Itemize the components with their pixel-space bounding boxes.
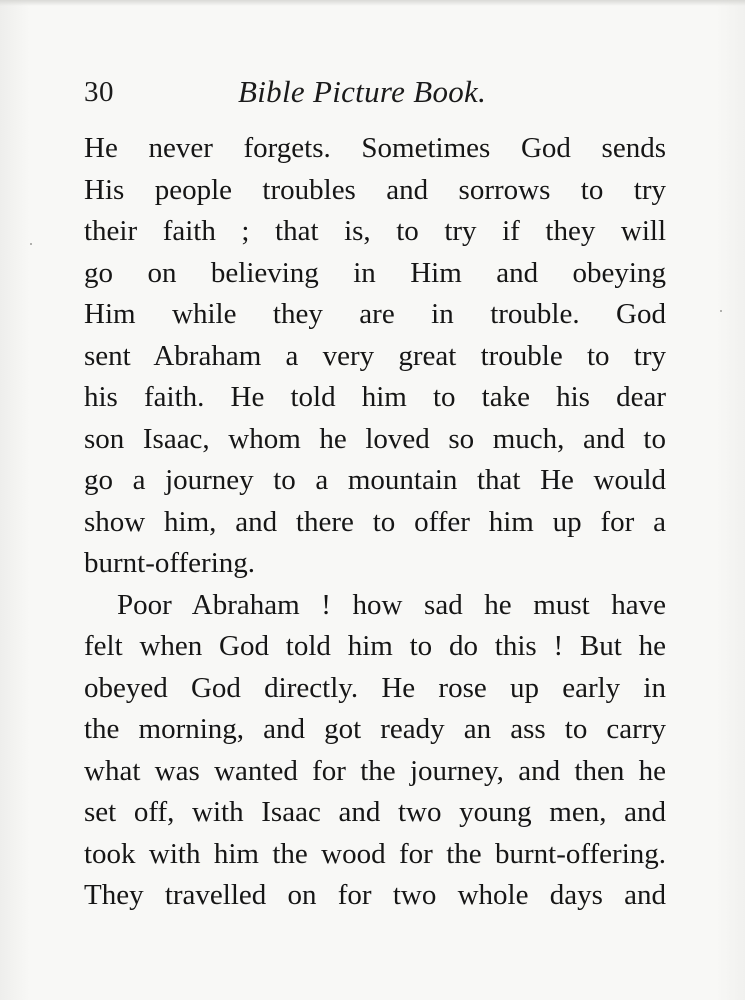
text-line: show him, and there to offer him up for a (84, 505, 666, 538)
text-line: They travelled on for two whole days and (84, 879, 666, 911)
text-line: felt when God told him to do this ! But he (84, 630, 666, 662)
page-number: 30 (84, 76, 114, 108)
text-line: His people troubles and sorrows to try (84, 173, 666, 206)
text-line: Poor Abraham ! how sad he must have (117, 588, 666, 621)
page-header (84, 72, 666, 116)
text-line: set off, with Isaac and two young men, and (84, 796, 666, 828)
text-line: Him while they are in trouble. God (84, 298, 666, 330)
page-top-edge (0, 0, 745, 6)
text-line: son Isaac, whom he loved so much, and to (84, 422, 666, 455)
text-line: go on believing in Him and obeying (84, 256, 666, 289)
running-title: Bible Picture Book. (238, 74, 487, 109)
text-line: their faith ; that is, to try if they will (84, 215, 666, 247)
text-line: go a journey to a mountain that He would (84, 464, 666, 496)
paper-speck (720, 310, 722, 312)
text-line: obeyed God directly. He rose up early in (84, 671, 666, 704)
text-line: his faith. He told him to take his dear (84, 381, 666, 413)
paragraph-1 (84, 128, 666, 585)
body-text (84, 128, 666, 917)
text-line: sent Abraham a very great trouble to try (84, 339, 666, 372)
paragraph-2 (84, 585, 666, 917)
text-line: took with him the wood for the burnt-offering. (84, 837, 666, 870)
text-line: the morning, and got ready an ass to carry (84, 713, 666, 745)
text-line: He never forgets. Sometimes God sends (84, 132, 666, 164)
text-line: burnt-offering. (84, 547, 255, 579)
paper-speck (30, 243, 32, 245)
text-line: what was wanted for the journey, and then he (84, 754, 666, 787)
